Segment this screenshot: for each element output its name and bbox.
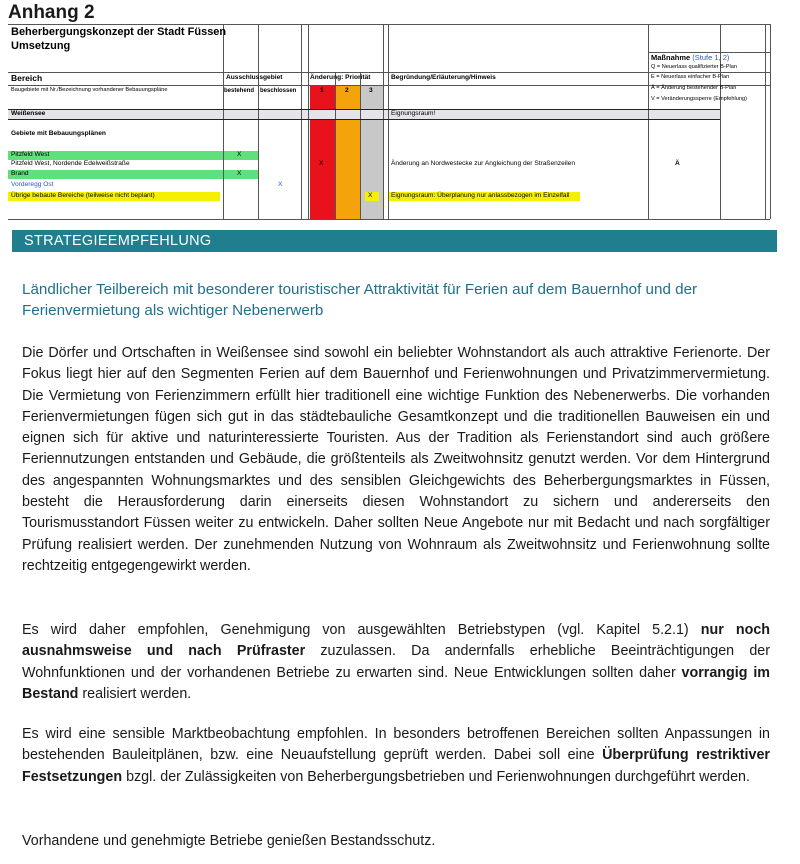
grid-line — [8, 24, 770, 25]
section-banner — [12, 230, 777, 252]
prio-2: 2 — [345, 87, 349, 94]
grid-line — [770, 24, 771, 219]
ausschluss-header: Ausschlussgebiet — [226, 74, 283, 81]
table-row-name: Pitzfeld West — [11, 151, 50, 158]
grid-line — [388, 24, 389, 219]
gebiete-label: Gebiete mit Bebauungsplänen — [11, 130, 106, 137]
eignungsraum-label: Eignungsraum! — [391, 110, 436, 117]
sheet-title: Beherbergungskonzept der Stadt Füssen — [11, 26, 227, 38]
grid-line — [765, 24, 766, 219]
table-row-prio: X — [319, 160, 324, 167]
grid-line — [308, 24, 309, 219]
table-row-bestehend: X — [237, 151, 242, 158]
table-row-name: Vorderegg Ost — [11, 181, 54, 188]
spreadsheet-excerpt — [8, 24, 778, 219]
massnahme-label: Maßnahme (Stufe 1, 2) — [651, 53, 730, 62]
grid-line — [360, 72, 361, 219]
paragraph-4: Vorhandene und genehmigte Betriebe genießen Bestandsschutz. — [22, 833, 436, 849]
grid-line — [258, 24, 259, 219]
legend-q: Q = Neuerlass qualifizierter B-Plan — [651, 64, 737, 70]
row-weissensee-band — [8, 109, 720, 119]
grid-line — [301, 24, 302, 219]
bestehend-header: bestehend — [224, 88, 255, 94]
emphasis-ueberpruefung: Überprüfung restriktiver Festsetzungen — [22, 747, 770, 785]
row-brand-fill — [8, 170, 258, 179]
table-row-beschlossen: X — [278, 181, 283, 188]
prio1-column — [310, 85, 335, 219]
emphasis-vorrangig: vorrangig im Bestand — [22, 664, 771, 702]
paragraph-3: Es wird eine sensible Marktbeobachtung empfohlen. In besonders betroffenen Bereichen sollten Anpassungen in bestehenden Bauleitplänen, bzw. eine Neuaufstellung geprüft werden. Dabei soll eine Überprüfung restriktiver Festsetzungen bzgl. der Zulässigkeiten von Beherbergungsbetrieben und Ferienwohnungen durchgeführt werden. — [22, 726, 770, 785]
grid-line — [8, 72, 770, 73]
bereich-header: Bereich — [11, 73, 43, 83]
beschlossen-header: beschlossen — [260, 88, 297, 94]
begruendung-header: Begründung/Erläuterung/Hinweis — [391, 74, 496, 81]
grid-line — [8, 219, 770, 220]
grid-line — [223, 24, 224, 219]
grid-line — [335, 72, 336, 219]
prio-3: 3 — [369, 87, 373, 94]
sheet-subtitle: Umsetzung — [11, 40, 71, 52]
aenderung-header: Änderung: Priorität — [310, 74, 371, 81]
paragraph-1: Die Dörfer und Ortschaften in Weißensee sind sowohl ein beliebter Wohnstandort als auch attraktive Ferienorte. Der Fokus liegt hier auf den Segmenten Ferien auf dem Bauernhof und Ferienwohnungen und Privatzimmervermietung. Die Vermietung von Ferienzimmern erfüllt hier traditionell eine wichtige Funktion des Nebenerwerbs. Die vorhanden Ferienvermietungen fügen sich gut in das städtebauliche Gesamtkonzept und die traditionellen Bauweisen ein und eignen sich für aktive und naturinteressierte Touristen. Aus der Tradition als Ferienstandort sind auch größere Feriennutzungen entstanden und Gebäude, die größtenteils als Zweitwohnsitz genutzt werden. Vor dem Hintergrund des angespannten Wohnungsmarktes und des sensiblen Gleichgewichts des Beherbergungsmarktes in Füssen, besteht die Herausforderung darin einerseits diesen Wohnstandort zu sichern und andererseits den Tourismusstandort Füssen weiter zu entwickeln. Daher sollten Neue Angebote nur mit Bedacht und nach sorgfältiger Prüfung realisiert werden. Der zunehmenden Nutzung von Wohnraum als Zweitwohnsitz und Ferienwohnung sollte rechtzeitig entgegengewirkt werden. — [22, 345, 770, 574]
table-row-name: Brand — [11, 170, 29, 177]
emphasis-nur-noch: nur noch ausnahmsweise und nach Prüfraster — [22, 622, 770, 660]
table-row-hinweis: Änderung an Nordwestecke zur Angleichung der Straßenzeilen — [391, 160, 576, 167]
prio2-column — [335, 85, 360, 219]
table-row-name: Pitzfeld West, Nordende Edelweißstraße — [11, 160, 130, 167]
legend-ae: Ä = Änderung bestehender B-Plan — [651, 85, 737, 91]
grid-line — [8, 109, 720, 110]
paragraph-2: Es wird daher empfohlen, Genehmigung von ausgewählten Betriebstypen (vgl. Kapitel 5.2.1) nur noch ausnahmsweise und nach Prüfraster zuzulassen. Da andernfalls erhebliche Beeinträchtigungen der Wohnfunktionen und der vorhandenen Betriebe zu erwarten sind. Neue Entwicklungen sollten daher vorrangig im Bestand realisiert werden. — [22, 622, 771, 702]
grid-line — [383, 24, 384, 219]
table-row-prio: X — [368, 192, 373, 199]
annex-title: Anhang 2 — [8, 2, 95, 23]
grid-line — [8, 119, 720, 120]
table-row-hinweis: Eignungsraum: Überplanung nur anlassbezogen im Einzelfall — [391, 192, 570, 199]
table-row-name: Übrige bebaute Bereiche (teilweise nicht beplant) — [11, 192, 155, 199]
table-row-massnahme: Ä — [675, 160, 680, 167]
prio-1: 1 — [320, 87, 324, 94]
section-title: STRATEGIEEMPFEHLUNG — [24, 233, 212, 249]
legend-e: E = Neuerlass einfacher B-Plan — [651, 74, 730, 80]
grid-line — [648, 24, 649, 219]
legend-v: V = Veränderungssperre (Empfehlung) — [651, 96, 747, 102]
table-row-bestehend: X — [237, 170, 242, 177]
section-subtitle: Ländlicher Teilbereich mit besonderer touristischer Attraktivität für Ferien auf dem Bauernhof und der Ferienvermietung als wichtiger Nebenerwerb — [22, 281, 698, 319]
weissensee-label: Weißensee — [11, 110, 46, 117]
baugebiete-label: Baugebiete mit Nr./Bezeichnung vorhandener Bebauungspläne — [11, 87, 168, 93]
